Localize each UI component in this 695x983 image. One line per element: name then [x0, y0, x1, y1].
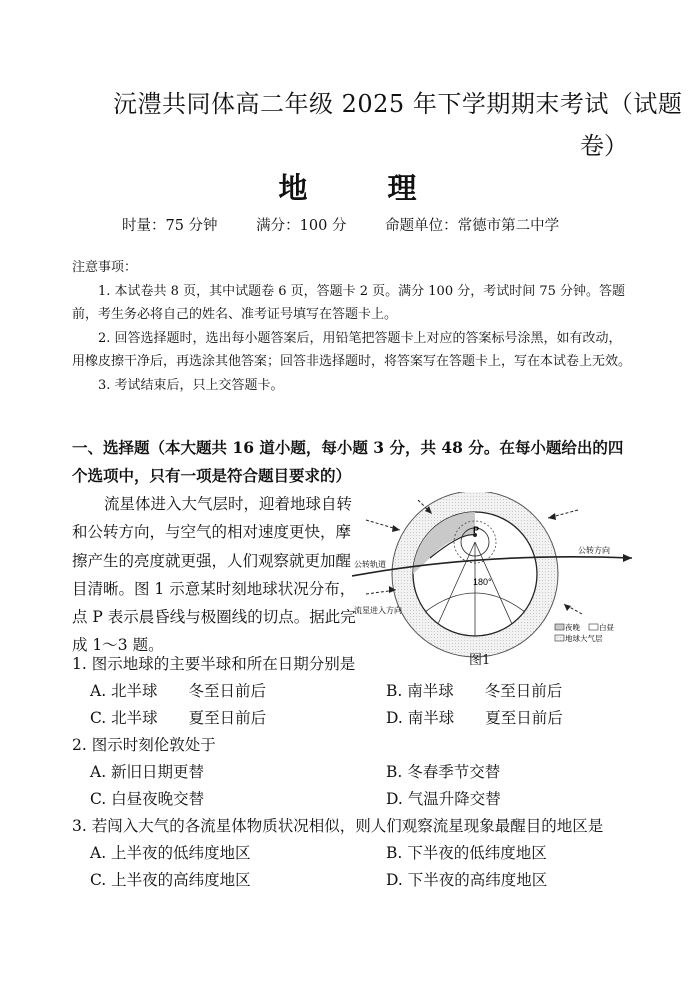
point-p: P	[473, 525, 480, 535]
legend-night: 夜晚	[565, 623, 580, 632]
option-a: A. 上半夜的低纬度地区	[90, 844, 251, 862]
orbit-dir-label: 公转方向	[578, 546, 610, 555]
meteor-dir-label: 流星进入方向	[354, 606, 402, 615]
option-b: B. 南半球 冬至日前后	[386, 682, 563, 700]
question-stem: 3. 若闯入大气的各流星体物质状况相似，则人们观察流星现象最醒目的地区是	[72, 817, 604, 835]
figure-caption: 图1	[469, 653, 491, 668]
question-passage: 流星体进入大气层时，迎着地球自转和公转方向，与空气的相对速度更快，摩擦产生的亮度就更强，人们观察就更加醒目清晰。图 1 示意某时刻地球状况分布，点 P 表示晨昏线与极圈线的切点。据此完成 1～3 题。	[72, 495, 356, 655]
question-stem: 1. 图示地球的主要半球和所在日期分别是	[72, 655, 356, 673]
section-rules: 本大题共 16 道小题，每小题 3 分，共 48 分。在每小题给出的四个选项中，只有一项是符合题目要求的	[72, 438, 624, 485]
option-c: C. 北半球 夏至日前后	[90, 709, 267, 727]
option-a: A. 新旧日期更替	[90, 763, 205, 781]
section-close: ）	[335, 466, 352, 485]
legend-day: 白昼	[599, 623, 614, 632]
legend-night-swatch	[555, 624, 564, 630]
exam-score: 满分：100 分	[256, 218, 347, 234]
option-d: D. 气温升降交替	[386, 790, 501, 808]
exam-title-line2: 卷）	[580, 132, 628, 160]
option-d: D. 下半夜的高纬度地区	[386, 871, 548, 889]
notice-block	[72, 256, 632, 397]
subject-title: 地理	[278, 171, 497, 205]
notice-item: 3. 考试结束后，只上交答题卡。	[98, 377, 284, 393]
notice-item: 1. 本试卷共 8 页，其中试题卷 6 页，答题卡 2 页。满分 100 分，考试时间 75 分钟。答题前，考生务必将自己的姓名、准考证号填写在答题卡上。	[72, 283, 626, 322]
exam-title-line1: 沅澧共同体高二年级 2025 年下学期期末考试（试题	[113, 90, 683, 118]
option-b: B. 下半夜的低纬度地区	[386, 844, 547, 862]
exam-time: 时量：75 分钟	[122, 218, 218, 234]
option-a: A. 北半球 冬至日前后	[90, 682, 267, 700]
option-c: C. 上半夜的高纬度地区	[90, 871, 251, 889]
earth-figure	[352, 492, 634, 662]
legend-atm-swatch	[555, 635, 564, 641]
notice-heading: 注意事项：	[72, 260, 138, 275]
notice-item: 2. 回答选择题时，选出每小题答案后，用铅笔把答题卡上对应的答案标号涂黑，如有改动，用橡皮擦干净后，再选涂其他答案；回答非选择题时，将答案写在答题卡上，写在本试卷上无效。	[72, 330, 632, 369]
exam-info	[122, 214, 593, 235]
orbit-label: 公转轨道	[354, 560, 386, 569]
option-d: D. 南半球 夏至日前后	[386, 709, 563, 727]
exam-unit: 命题单位：常德市第二中学	[385, 218, 560, 234]
section-label: 一、选择题（	[72, 438, 166, 457]
legend-atm: 地球大气层	[565, 634, 603, 643]
section-heading	[72, 434, 638, 490]
option-b: B. 冬春季节交替	[386, 763, 501, 781]
legend-day-swatch	[589, 624, 598, 630]
longitude-label: 180°	[473, 577, 492, 587]
question-stem: 2. 图示时刻伦敦处于	[72, 736, 216, 754]
option-c: C. 白昼夜晚交替	[90, 790, 205, 808]
